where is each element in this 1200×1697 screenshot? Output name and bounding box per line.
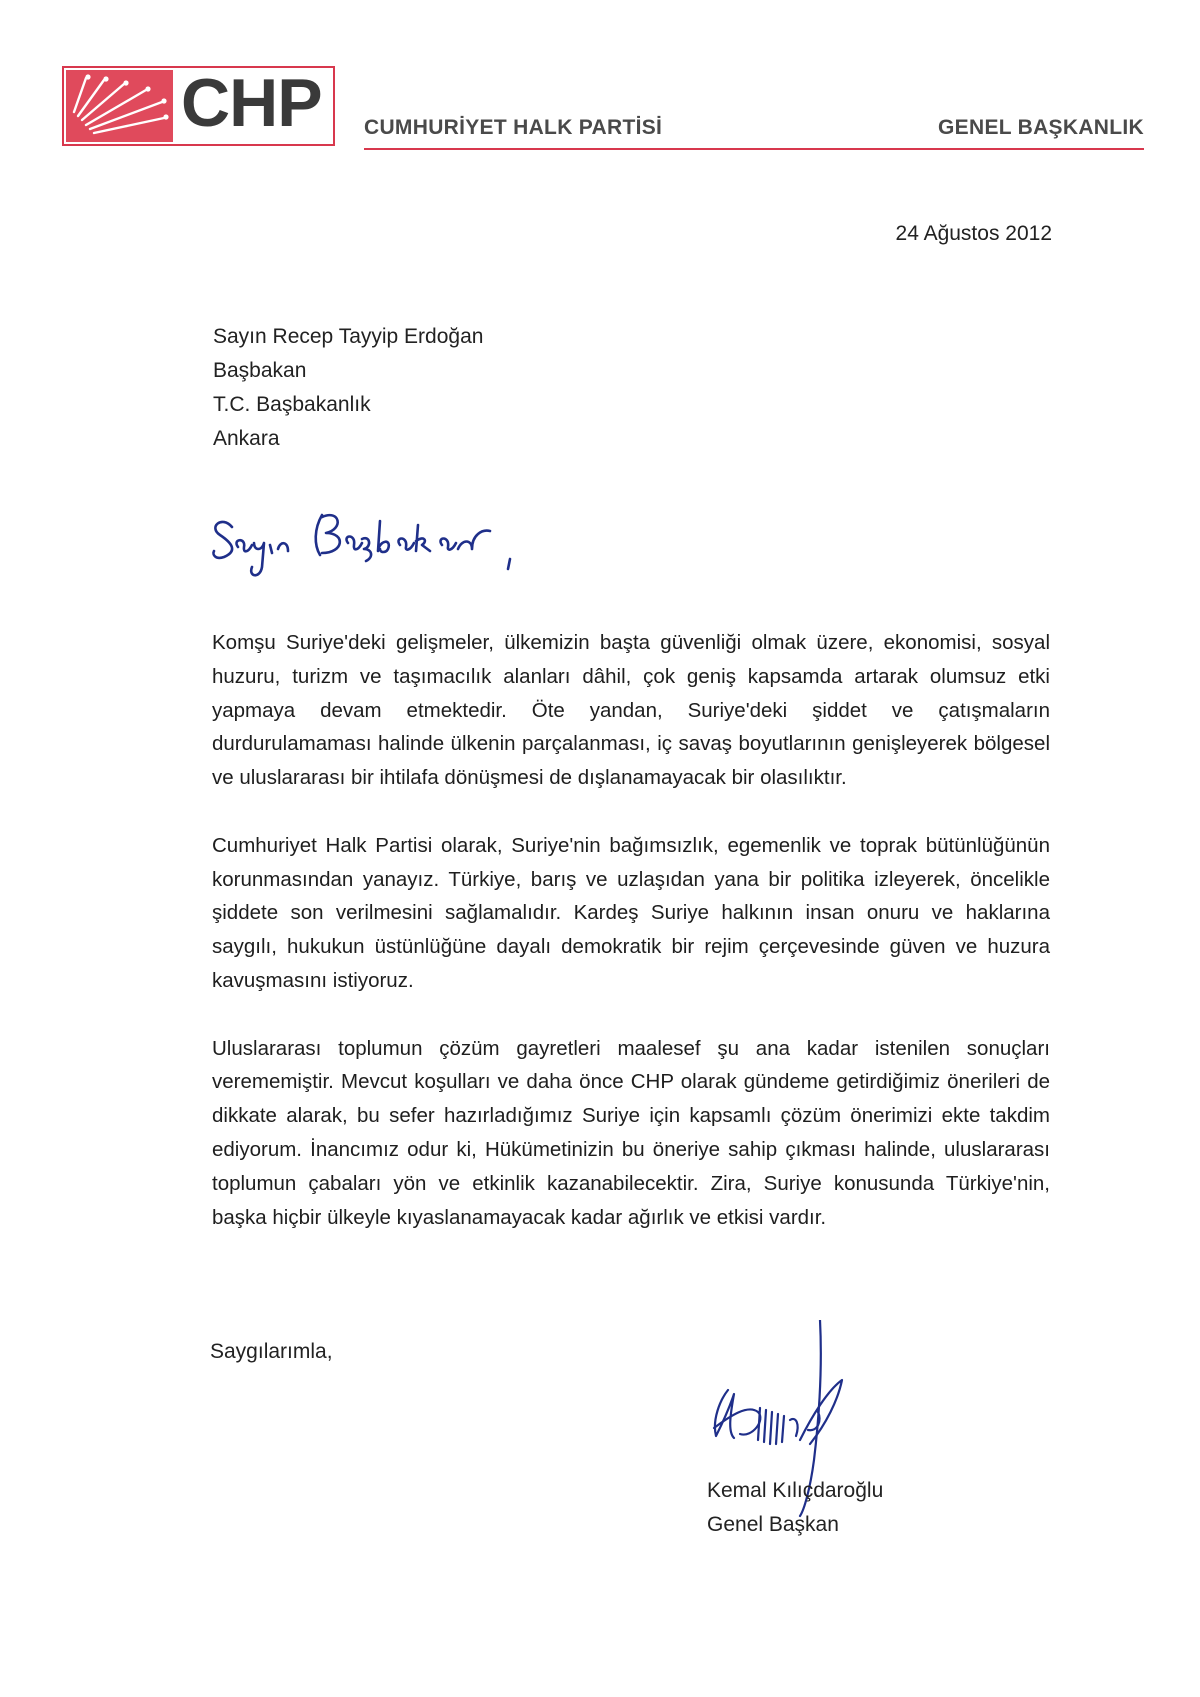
office-name: GENEL BAŞKANLIK [938, 116, 1144, 139]
closing: Saygılarımla, [210, 1340, 333, 1363]
paragraph: Cumhuriyet Halk Partisi olarak, Suriye'nin bağımsızlık, egemenlik ve toprak bütünlüğünün korunmasından yanayız. Türkiye, barış ve uzlaşıdan yana bir politika izleyerek, öncelikle şiddete son verilmesini sağlamalıdır. Kardeş Suriye halkının insan onuru ve haklarına saygılı, hukukun üstünlüğüne dayalı demokratik bir rejim çerçevesinde güven ve huzura kavuşmasını istiyoruz. [212, 833, 1050, 992]
signer-block [707, 1474, 883, 1542]
addressee-name: Sayın Recep Tayyip Erdoğan [213, 325, 484, 348]
addressee-office: T.C. Başbakanlık [213, 393, 371, 416]
header-divider [364, 148, 1144, 150]
addressee-block [213, 320, 483, 456]
logo-wordmark: CHP [181, 65, 322, 141]
handwritten-salutation [210, 505, 570, 605]
paragraph: Uluslararası toplumun çözüm gayretleri maalesef şu ana kadar istenilen sonuçları verememiştir. Mevcut koşulları ve daha önce CHP olarak gündeme getirdiğimiz önerileri de dikkate alarak, bu sefer hazırladığımız Suriye için kapsamlı çözüm önerimizi ekte takdim ediyorum. İnancımız odur ki, Hükümetinizin bu öneriye sahip çıkması halinde, uluslararası toplumun çabaları yön ve etkinlik kazanabilecektir. Zira, Suriye konusunda Türkiye'nin, başka hiçbir ülkeyle kıyaslanamayacak kadar ağırlık ve etkisi vardır. [212, 1036, 1050, 1229]
party-name: CUMHURİYET HALK PARTİSİ [364, 116, 663, 139]
chp-logo [62, 66, 335, 146]
letter-date: 24 Ağustos 2012 [895, 222, 1052, 245]
paragraph: Komşu Suriye'deki gelişmeler, ülkemizin başta güvenliği olmak üzere, ekonomisi, sosyal huzuru, turizm ve taşımacılık alanları dâhil, çok geniş kapsamda artarak olumsuz etki yapmaya devam etmektedir. Öte yandan, Suriye'deki şiddet ve çatışmaların durdurulamaması halinde ülkenin parçalanması, iç savaş boyutlarının genişleyerek bölgesel ve uluslararası bir ihtilafa dönüşmesi de dışlanamayacak bir olasılıktır. [212, 631, 1050, 790]
signer-title: Genel Başkan [707, 1513, 839, 1536]
addressee-title: Başbakan [213, 359, 307, 382]
addressee-city: Ankara [213, 427, 280, 450]
six-arrows-icon [66, 70, 173, 142]
signer-name: Kemal Kılıçdaroğlu [707, 1479, 884, 1502]
letter-body [212, 626, 1050, 1268]
letterhead [62, 66, 1144, 156]
